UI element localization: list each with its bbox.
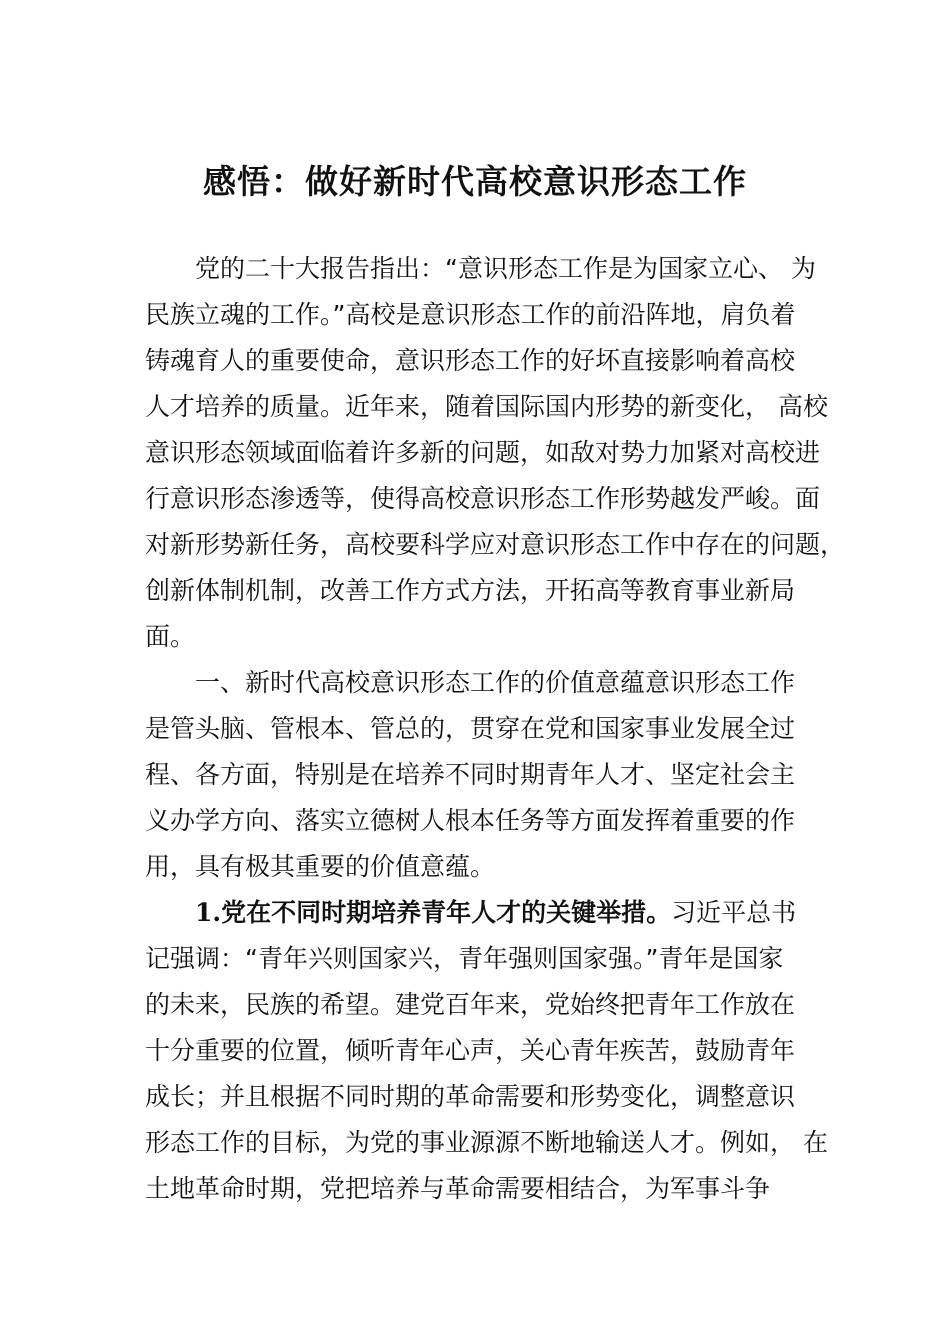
paragraph-line: 记强调：“青年兴则国家兴，青年强则国家强。”青年是国家	[145, 944, 784, 973]
section-heading-line: 一、新时代高校意识形态工作的价值意蕴意识形态工作	[195, 668, 796, 697]
paragraph-line: 意识形态领域面临着许多新的问题，如敌对势力加紧对高校进	[145, 438, 821, 467]
document-title: 感悟：做好新时代高校意识形态工作	[203, 162, 747, 201]
paragraph-line: 对新形势新任务，高校要科学应对意识形态工作中存在的问题，	[145, 530, 846, 559]
paragraph-line: 义办学方向、落实立德树人根本任务等方面发挥着重要的作	[145, 806, 796, 835]
paragraph-line: 程、各方面，特别是在培养不同时期青年人才、坚定社会主	[145, 760, 796, 789]
paragraph-text: 习近平总书	[671, 898, 797, 927]
paragraph-line: 创新体制机制，改善工作方式方法，开拓高等教育事业新局	[145, 576, 796, 605]
paragraph-line: 铸魂育人的重要使命，意识形态工作的好坏直接影响着高校	[145, 346, 796, 375]
paragraph-line: 土地革命时期，党把培养与革命需要相结合，为军事斗争	[145, 1174, 771, 1203]
subsection-number: 1.	[195, 898, 222, 927]
subsection-heading: 党在不同时期培养青年人才的关键举措。	[221, 898, 672, 927]
paragraph-line: 形态工作的目标，为党的事业源源不断地输送人才。例如， 在	[145, 1128, 828, 1157]
paragraph-line: 的未来，民族的希望。建党百年来，党始终把青年工作放在	[145, 990, 796, 1019]
paragraph-line: 行意识形态渗透等，使得高校意识形态工作形势越发严峻。面	[145, 484, 821, 513]
paragraph-line: 民族立魂的工作。”高校是意识形态工作的前沿阵地，肩负着	[145, 300, 796, 329]
paragraph-line: 党的二十大报告指出：“意识形态工作是为国家立心、 为	[195, 254, 816, 283]
subsection-line	[195, 896, 796, 930]
paragraph-line: 人才培养的质量。近年来，随着国际国内形势的新变化， 高校	[145, 392, 828, 421]
paragraph-line: 十分重要的位置，倾听青年心声，关心青年疾苦，鼓励青年	[145, 1036, 796, 1065]
paragraph-line: 面。	[145, 622, 196, 651]
paragraph-line: 用，具有极其重要的价值意蕴。	[145, 852, 496, 881]
paragraph-line: 成长；并且根据不同时期的革命需要和形势变化，调整意识	[145, 1082, 796, 1111]
paragraph-line: 是管头脑、管根本、管总的，贯穿在党和国家事业发展全过	[145, 714, 796, 743]
